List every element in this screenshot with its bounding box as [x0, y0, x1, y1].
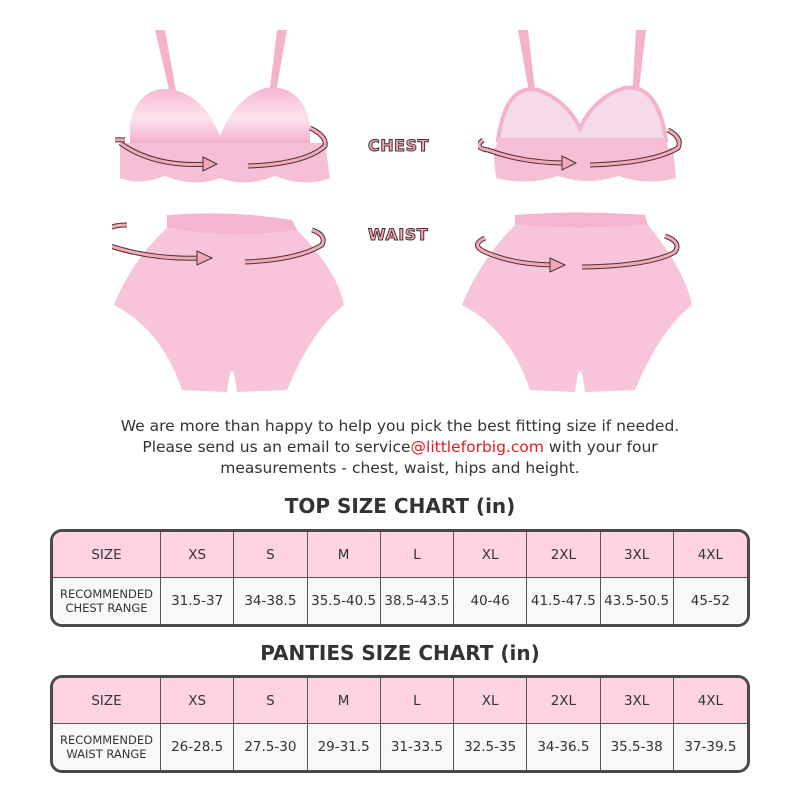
help-line-1: We are more than happy to help you pick the best fitting size if needed. — [120, 417, 680, 435]
row-label: RECOMMENDED CHEST RANGE — [53, 578, 161, 624]
value-cell: 41.5-47.5 — [527, 578, 600, 624]
value-cell: 32.5-35 — [454, 724, 527, 770]
bra-back-image — [478, 28, 708, 198]
header-cell: SIZE — [53, 678, 161, 724]
value-cell: 31-33.5 — [381, 724, 454, 770]
panties-chart-title: PANTIES SIZE CHART (in) — [260, 641, 540, 665]
header-cell: S — [234, 532, 307, 578]
value-cell: 35.5-40.5 — [308, 578, 381, 624]
header-cell: XL — [454, 678, 527, 724]
header-cell: 4XL — [674, 678, 747, 724]
value-cell: 45-52 — [674, 578, 747, 624]
email-link[interactable]: @littleforbig.com — [410, 438, 544, 456]
header-cell: 4XL — [674, 532, 747, 578]
top-size-table — [50, 529, 750, 627]
value-cell: 31.5-37 — [161, 578, 234, 624]
header-cell: L — [381, 678, 454, 724]
header-cell: 2XL — [527, 678, 600, 724]
header-cell: M — [308, 532, 381, 578]
table-header-row — [53, 532, 747, 578]
top-chart-title: TOP SIZE CHART (in) — [284, 494, 516, 518]
header-cell: XS — [161, 678, 234, 724]
value-cell: 35.5-38 — [601, 724, 674, 770]
header-cell: SIZE — [53, 532, 161, 578]
value-cell: 37-39.5 — [674, 724, 747, 770]
value-cell: 26-28.5 — [161, 724, 234, 770]
table-header-row — [53, 678, 747, 724]
header-cell: 3XL — [601, 678, 674, 724]
value-cell: 27.5-30 — [234, 724, 307, 770]
help-line-3: measurements - chest, waist, hips and height. — [220, 459, 580, 477]
value-cell: 38.5-43.5 — [381, 578, 454, 624]
value-cell: 29-31.5 — [308, 724, 381, 770]
chest-label: CHEST — [368, 136, 429, 155]
help-line-2: Please send us an email to service@littleforbig.com with your four — [142, 438, 658, 456]
value-cell: 34-36.5 — [527, 724, 600, 770]
value-cell: 34-38.5 — [234, 578, 307, 624]
header-cell: L — [381, 532, 454, 578]
row-label: RECOMMENDED WAIST RANGE — [53, 724, 161, 770]
table-row — [53, 578, 747, 624]
waist-label: WAIST — [368, 225, 429, 244]
panties-front-image — [112, 210, 352, 395]
header-cell: XL — [454, 532, 527, 578]
header-cell: 2XL — [527, 532, 600, 578]
table-row — [53, 724, 747, 770]
bra-front-image — [115, 28, 345, 198]
value-cell: 43.5-50.5 — [601, 578, 674, 624]
help-text — [0, 416, 800, 479]
header-cell: 3XL — [601, 532, 674, 578]
header-cell: M — [308, 678, 381, 724]
panties-back-image — [460, 210, 700, 395]
panties-size-table — [50, 675, 750, 773]
value-cell: 40-46 — [454, 578, 527, 624]
header-cell: S — [234, 678, 307, 724]
header-cell: XS — [161, 532, 234, 578]
